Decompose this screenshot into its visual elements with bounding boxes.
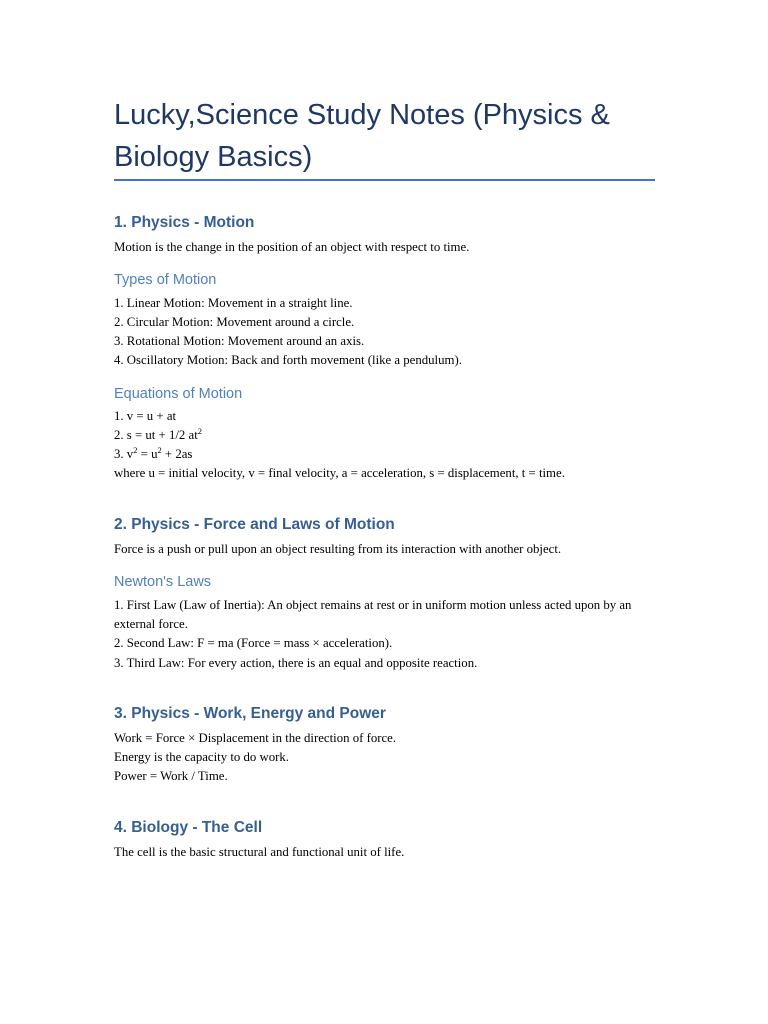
cell-intro: The cell is the basic structural and functional unit of life. xyxy=(114,845,405,859)
equation-3-text-a: 3. v xyxy=(114,447,134,461)
equation-3-superscript-2: 2 xyxy=(157,445,162,455)
subheading-types-of-motion: Types of Motion xyxy=(114,272,217,288)
list-item-circular-motion: 2. Circular Motion: Movement around a circle. xyxy=(114,315,355,329)
list-item-rotational-motion: 3. Rotational Motion: Movement around an axis. xyxy=(114,334,365,348)
title-underline-divider xyxy=(114,179,655,181)
motion-intro: Motion is the change in the position of an object with respect to time. xyxy=(114,240,470,254)
newton-second-law: 2. Second Law: F = ma (Force = mass × acceleration). xyxy=(114,636,393,650)
equation-1: 1. v = u + at xyxy=(114,409,177,423)
work-definition: Work = Force × Displacement in the direction of force. xyxy=(114,731,397,745)
section-heading-motion: 1. Physics - Motion xyxy=(114,214,255,231)
equation-3-text-c: + 2as xyxy=(161,447,193,461)
section-heading-cell: 4. Biology - The Cell xyxy=(114,819,263,836)
equation-3-text-b: = u xyxy=(137,447,158,461)
newton-first-law: 1. First Law (Law of Inertia): An object remains at rest or in uniform motion unless acted upon by an external force. xyxy=(114,598,632,631)
equation-3-superscript-1: 2 xyxy=(133,445,138,455)
equation-3 xyxy=(114,445,192,464)
section-heading-force: 2. Physics - Force and Laws of Motion xyxy=(114,516,395,533)
power-definition: Power = Work / Time. xyxy=(114,769,228,783)
list-item-linear-motion: 1. Linear Motion: Movement in a straight line. xyxy=(114,296,353,310)
force-intro: Force is a push or pull upon an object resulting from its interaction with another object. xyxy=(114,542,562,556)
subheading-newtons-laws: Newton's Laws xyxy=(114,574,212,590)
subheading-equations-of-motion: Equations of Motion xyxy=(114,386,243,402)
equation-variables-note: where u = initial velocity, v = final velocity, a = acceleration, s = displacement, t = time. xyxy=(114,466,565,480)
list-item-oscillatory-motion: 4. Oscillatory Motion: Back and forth movement (like a pendulum). xyxy=(114,353,462,367)
equation-2-superscript: 2 xyxy=(197,426,202,436)
equation-2-text: 2. s = ut + 1/2 at xyxy=(114,428,198,442)
newton-third-law: 3. Third Law: For every action, there is an equal and opposite reaction. xyxy=(114,656,478,670)
energy-definition: Energy is the capacity to do work. xyxy=(114,750,289,764)
equation-2 xyxy=(114,426,202,445)
section-heading-work-energy-power: 3. Physics - Work, Energy and Power xyxy=(114,705,386,722)
document-title: Lucky,Science Study Notes (Physics & Biology Basics) xyxy=(114,99,610,173)
